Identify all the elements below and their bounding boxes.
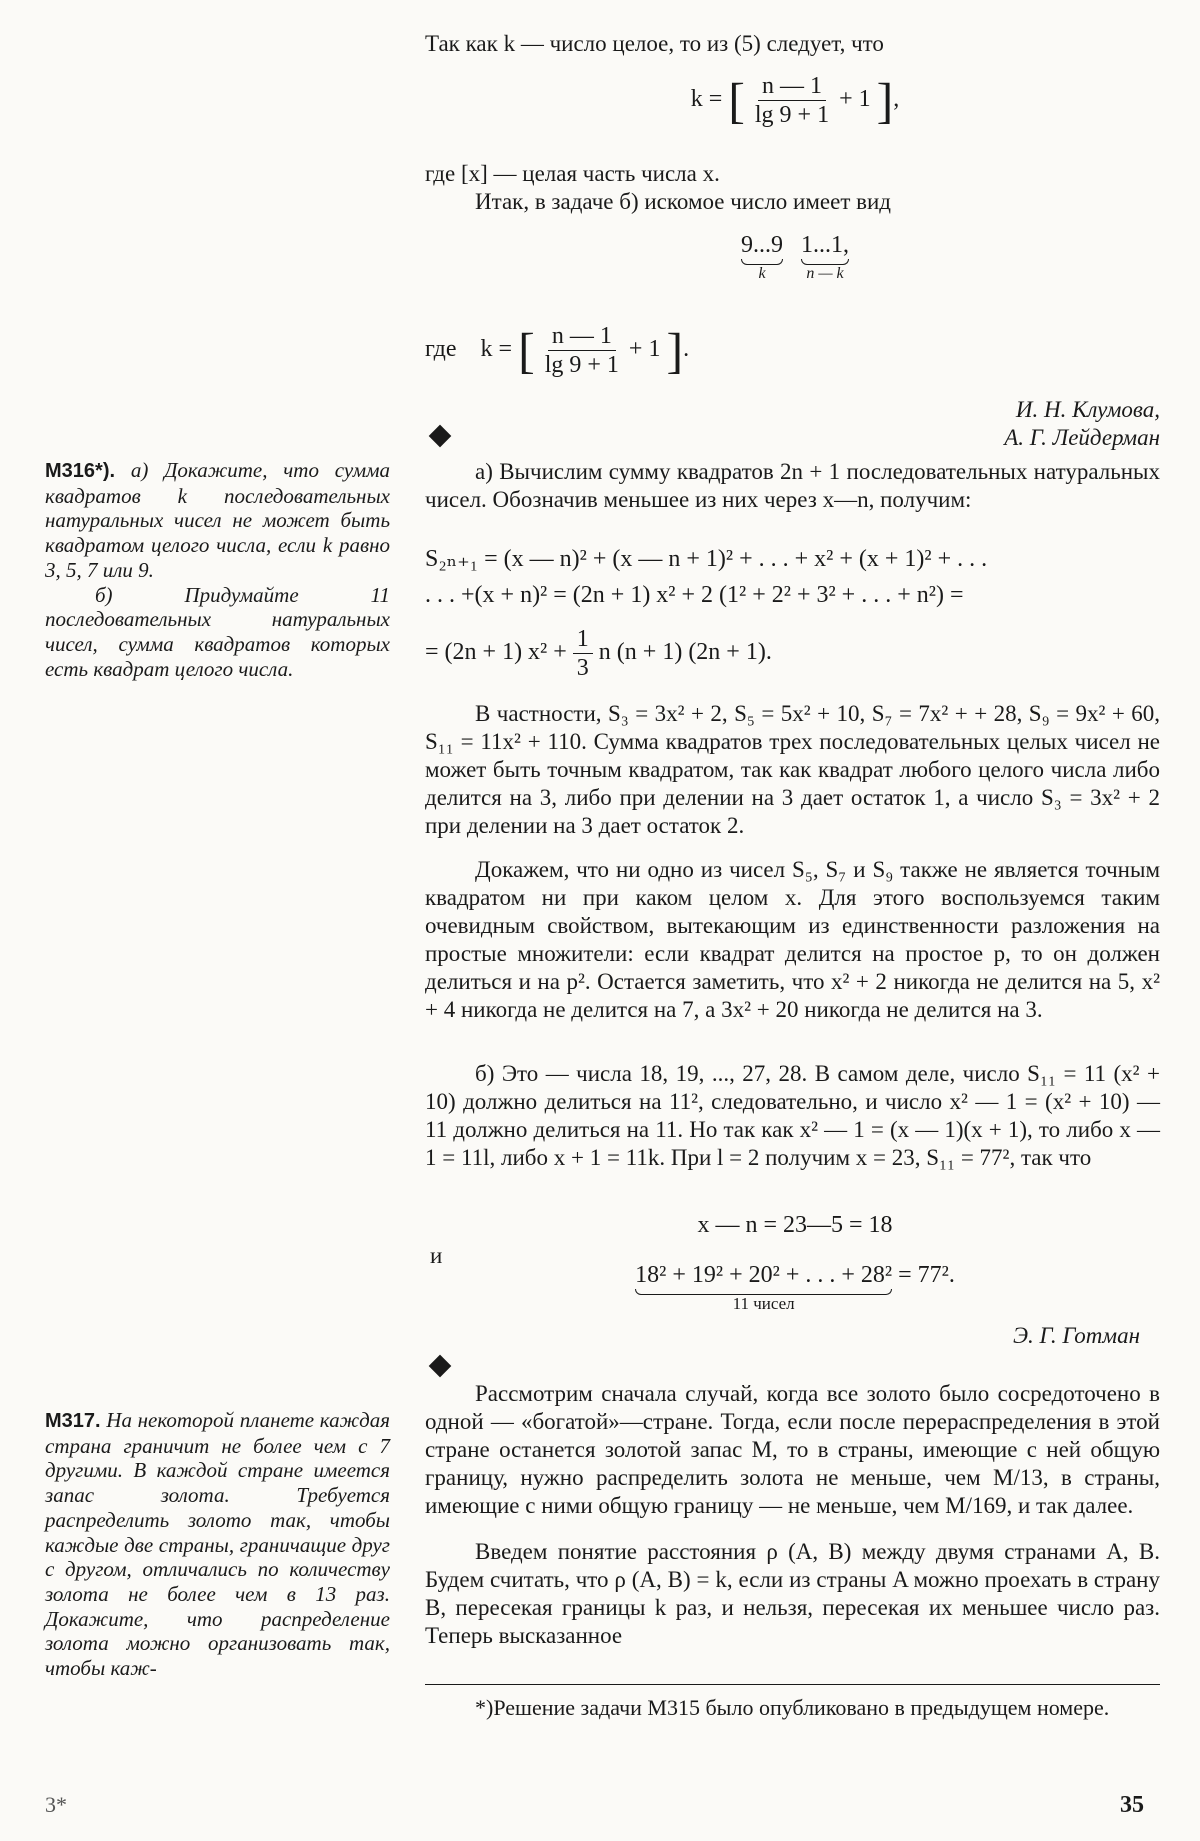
sum-squares: 18² + 19² + 20² + . . . + 28² [635,1262,893,1288]
fraction-numerator: 1 [573,625,593,654]
ones-group [801,232,849,283]
formula2-lhs: k = [480,336,513,363]
equation-s-line2: . . . +(x + n)² = (2n + 1) x² + 2 (1² + 2² + 3² + . . . + n²) = [425,582,964,608]
page-number: 35 [1120,1792,1144,1818]
formula-k: k = [ $\frac{n — 1}{\lg 9 + 1}$ + 1 ], [690,72,900,129]
eq3-left: = (2n + 1) x² + [425,639,567,666]
author-leiderman: А. Г. Лейдерман [1004,425,1160,450]
footnote-rule [425,1684,1160,1685]
right-bracket: ] [666,322,684,379]
formula-k-fraction [751,72,833,129]
section-diamond [429,1355,452,1378]
solution-316-p2: В частности, S₃ = 3x² + 2, S₅ = 5x² + 10, S₇ = 7x² + + 28, S₉ = 9x² + 60, S₁₁ = 11x² + 110. Сумма квадратов трех последовательных целых чисел не может быть точным квадратом, так как квадрат любого целого числа либо делится на 3, либо при делении на 3 дает остаток 1, а число S₃ = 3x² + 2 при делении на 3 дает остаток 2. [425,701,1160,838]
so-line: Итак, в задаче б) искомое число имеет вид [475,189,891,214]
where-line: где [x] — целая часть числа x. [425,161,720,186]
equation-x-n: x — n = 23—5 = 18 [697,1212,893,1238]
formula2-tail: + 1 [628,336,661,363]
sum-label: 11 чисел [732,1294,795,1313]
ones: 1...1, [801,232,849,258]
eq3-right: n (n + 1) (2n + 1). [598,639,772,666]
nines-label: k [758,265,766,282]
ones-label: n — k [806,265,844,282]
number-form [425,232,1165,283]
equation-s-line3 [425,625,1165,682]
fraction-numerator: n — 1 [548,322,616,351]
intro-line: Так как k — число целое, то из (5) следует, что [425,31,884,56]
problem-text-a: а) Докажите, что сумма квадратов k последовательных натуральных чисел не может быть квадратом целого числа, если k равно 3, 5, 7 или 9. [45,458,391,582]
formula-k-2 [425,322,1165,379]
one-third-fraction [573,625,593,682]
section-diamond [429,425,452,448]
where2-word: где [425,336,457,363]
fraction-denominator: lg 9 + 1 [544,352,619,378]
period: . [683,336,690,363]
footnote: *)Решение задачи М315 было опубликовано в предыдущем номере. [475,1695,1110,1720]
formula-k-lhs: k = [690,86,723,113]
right-bracket: ] [876,72,894,129]
left-bracket: [ [728,72,745,129]
author-gotman: Э. Г. Готман [1012,1323,1140,1348]
solution-316-p1: а) Вычислим сумму квадратов 2n + 1 последовательных натуральных чисел. Обозначив меньшее из них через x—n, получим: [425,459,1160,512]
problem-code: М316*). [45,460,116,482]
solution-317-p2: Введем понятие расстояния ρ (A, B) между двумя странами A, B. Будем считать, что ρ (A, B) = k, если из страны A можно проехать в страну B, пересекая границы k раз, и нельзя, пересекая их меньшее число раз. Теперь высказанное [425,1539,1160,1648]
problem-code: М317. [45,1410,101,1432]
problem-m316 [45,458,390,681]
fraction-numerator: n — 1 [758,72,826,101]
sum-rhs: = 77². [898,1262,955,1288]
solution-317-p1: Рассмотрим сначала случай, когда все золото было сосредоточено в одной — «богатой»—стране. Тогда, если после перераспределения в этой стране останется золотой запас M, то в страны, имеющие с ней общую границу, нужно распределить золота не меньше, чем M/13, в страны, имеющие с ними общую границу — не меньше, чем M/169, и так далее. [425,1381,1160,1518]
nines: 9...9 [741,232,783,258]
solution-316-p3: Докажем, что ни одно из чисел S₅, S₇ и S₉ также не является точным квадратом ни при каком целом x. Для этого воспользуемся таким очевидным свойством, вытекающим из единственности разложения на простые множители: если квадрат делится на простое p, то он должен делиться и на p². Остается заметить, что x² + 2 никогда не делится на 5, x² + 4 никогда не делится на 7, а 3x² + 20 никогда не делится на 3. [425,857,1160,1022]
solution-316-p4: б) Это — числа 18, 19, ..., 27, 28. В самом деле, число S₁₁ = 11 (x² + 10) должно делиться на 11², следовательно, и число x² — 1 = (x² + 10) — 11 должно делиться на 11. Но так как x² — 1 = (x — 1)(x + 1), то либо x — 1 = 11l, либо x + 1 = 11k. При l = 2 получим x = 23, S₁₁ = 77², так что [425,1061,1160,1170]
corner-mark: 3* [45,1792,67,1817]
problem-text: На некоторой планете каждая страна граничит не более чем с 7 другими. В каждой стране имеется запас золота. Требуется распределить золото так, чтобы каждые две страны, граничащие друг с другом, отличались по количеству золота не более чем в 13 раз. Докажите, что распределение золота можно организовать так, чтобы каж- [45,1408,390,1681]
nines-group [741,232,783,283]
problem-m317 [45,1408,390,1681]
author-klumova: И. Н. Клумова, [1015,397,1160,422]
and-word: и [430,1243,443,1268]
formula-k-tail: + 1 [839,86,871,113]
formula2-fraction [541,322,623,379]
fraction-denominator: lg 9 + 1 [754,102,830,128]
left-bracket: [ [518,322,535,379]
equation-sum-squares [425,1262,1165,1313]
problem-text-b: б) Придумайте 11 последовательных натуральных чисел, сумма квадратов которых есть квадрат целого числа. [45,582,390,681]
fraction-denominator: 3 [576,655,589,681]
sum-group [635,1262,892,1313]
equation-s-line1: S₂ₙ₊₁ = (x — n)² + (x — n + 1)² + . . . + x² + (x + 1)² + . . . [425,546,988,572]
